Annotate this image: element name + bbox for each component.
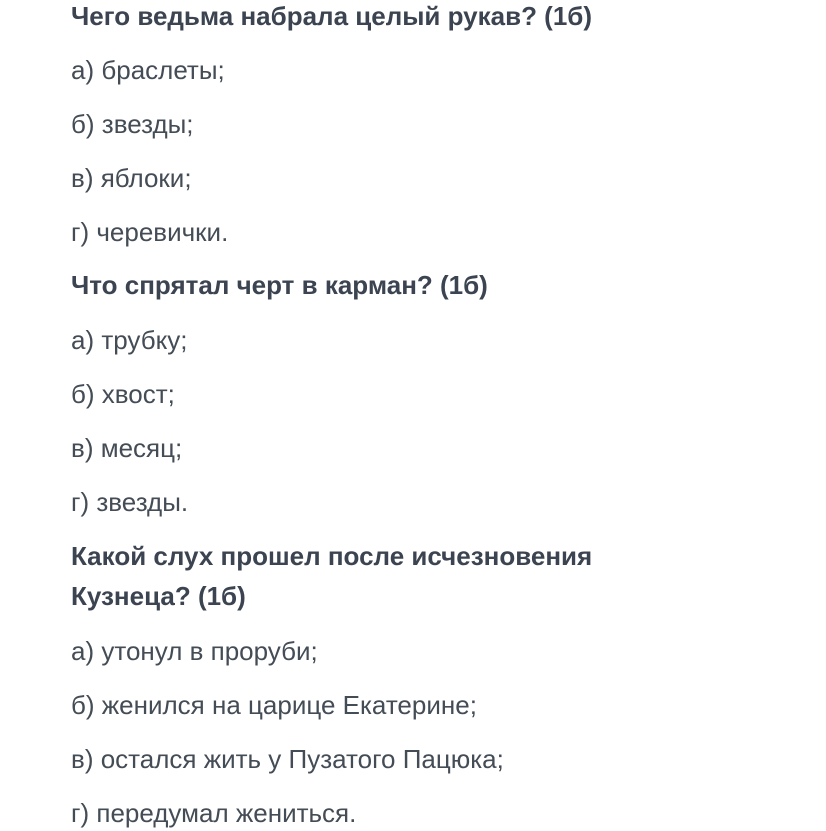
question-1-title: Чего ведьма набрала целый рукав? (1б)	[71, 1, 593, 31]
question-3-title: Какой слух прошел после исчезновения Кузнеца? (1б)	[71, 541, 593, 611]
question-3-option-d: г) передумал жениться.	[71, 798, 357, 828]
question-3-option-a: а) утонул в проруби;	[71, 636, 318, 666]
question-1-option-b: б) звезды;	[71, 109, 194, 139]
question-1-option-d: г) черевички.	[71, 217, 229, 247]
question-1-option-c: в) яблоки;	[71, 163, 192, 193]
question-1-option-a: а) браслеты;	[71, 55, 225, 85]
question-2-option-c: в) месяц;	[71, 433, 183, 463]
question-2-option-d: г) звезды.	[71, 487, 189, 517]
question-3-option-c: в) остался жить у Пузатого Пацюка;	[71, 744, 504, 774]
question-3-option-b: б) женился на царице Екатерине;	[71, 690, 477, 720]
question-2-option-a: а) трубку;	[71, 325, 188, 355]
question-2-title: Что спрятал черт в карман? (1б)	[71, 270, 488, 300]
question-2-option-b: б) хвост;	[71, 379, 175, 409]
